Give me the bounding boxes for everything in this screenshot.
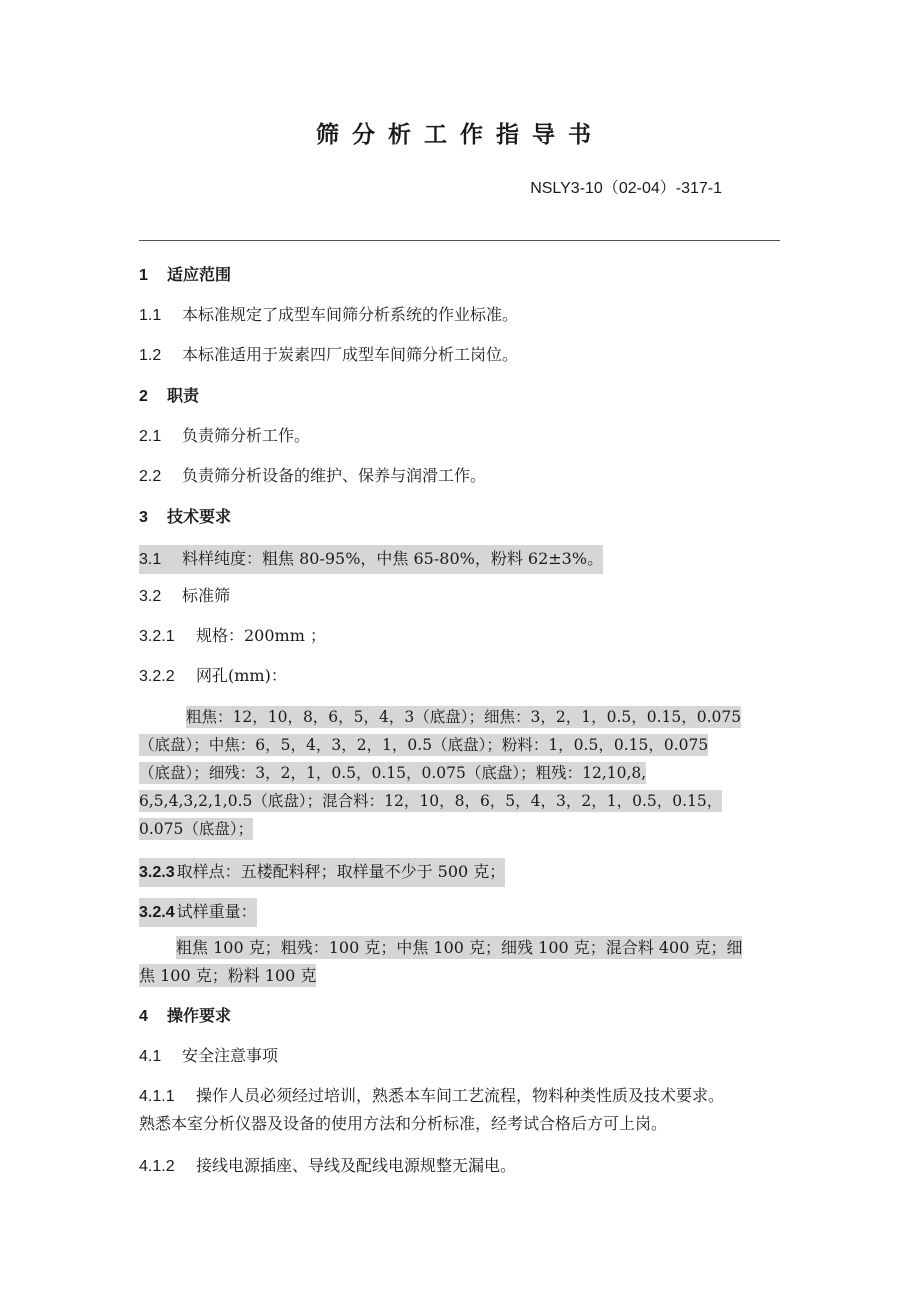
section-4-1-1-continued: 熟悉本室分析仪器及设备的使用方法和分析标准，经考试合格后方可上岗。 bbox=[139, 1114, 668, 1133]
section-2-1: 2.1 负责筛分析工作。 bbox=[139, 426, 311, 445]
header-divider bbox=[139, 240, 780, 241]
section-3-2-3: 3.2.3 取样点：五楼配料秤；取样量不少于 500 克； bbox=[139, 858, 505, 887]
section-1-1: 1.1 本标准规定了成型车间筛分析系统的作业标准。 bbox=[139, 305, 519, 324]
section-3-2: 3.2 标准筛 bbox=[139, 586, 231, 605]
section-3-2-1: 3.2.1 规格：200mm ； bbox=[139, 626, 326, 645]
section-3-heading: 3 技术要求 bbox=[139, 507, 232, 526]
section-4-heading: 4 操作要求 bbox=[139, 1006, 232, 1025]
mesh-sizes-paragraph: 粗焦：12，10，8，6，5，4，3（底盘）；细焦：3，2，1，0.5，0.15，0.075 （底盘）；中焦：6，5，4，3，2，1，0.5（底盘）；粉料：1，0.5，0.15，0.075 （底盘）；细残：3，2，1，0.5，0.15，0.075（底盘）；粗残：12,10,8, 6,5,4,3,2,1,0.5（底盘）；混合料：12，10，8，6，5，4，3，2，1，0.5，0.15， 0.075（底盘）； bbox=[139, 708, 742, 838]
section-1-heading: 1 适应范围 bbox=[139, 265, 232, 284]
document-number: NSLY3-10（02-04）-317-1 bbox=[530, 180, 722, 197]
section-1-2: 1.2 本标准适用于炭素四厂成型车间筛分析工岗位。 bbox=[139, 345, 519, 364]
section-2-2: 2.2 负责筛分析设备的维护、保养与润滑工作。 bbox=[139, 466, 487, 485]
section-3-2-2: 3.2.2 网孔(mm)： bbox=[139, 666, 287, 685]
section-2-heading: 2 职责 bbox=[139, 386, 200, 405]
section-4-1: 4.1 安全注意事项 bbox=[139, 1046, 279, 1065]
document-title: 筛分析工作指导书 bbox=[316, 122, 604, 148]
section-3-1-highlight: 3.1 料样纯度：粗焦 80-95%，中焦 65-80%，粉料 62±3%。 bbox=[139, 545, 603, 574]
section-3-1 bbox=[139, 545, 603, 574]
section-4-1-1: 4.1.1 操作人员必须经过培训，熟悉本车间工艺流程，物料种类性质及技术要求。 bbox=[139, 1086, 725, 1105]
section-4-1-2: 4.1.2 接线电源插座、导线及配线电源规整无漏电。 bbox=[139, 1156, 517, 1175]
section-3-2-4: 3.2.4 试样重量： bbox=[139, 898, 257, 927]
sample-weight-paragraph: 粗焦 100 克；粗残：100 克；中焦 100 克；细残 100 克；混合料 400 克；细 焦 100 克；粉料 100 克 bbox=[139, 938, 743, 985]
